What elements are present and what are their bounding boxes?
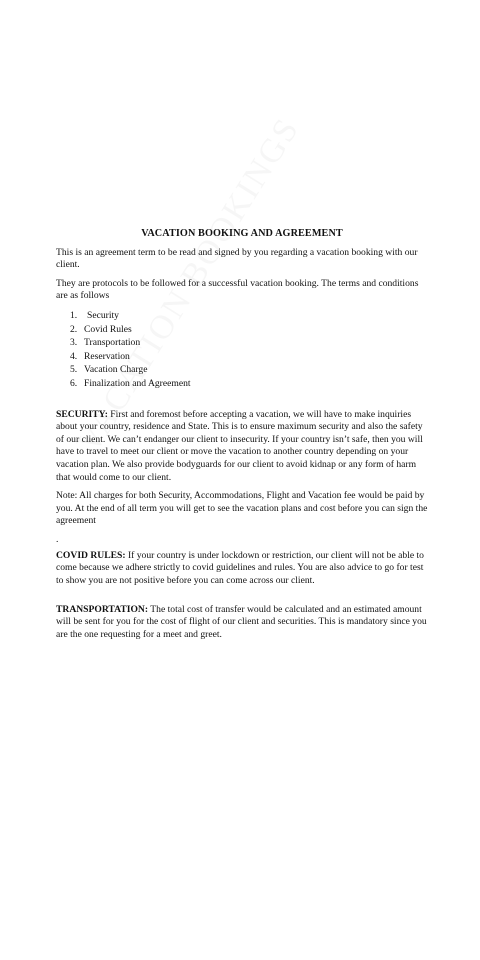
- terms-list: [56, 309, 428, 391]
- transportation-text: The total cost of transfer would be calculated and an estimated amount will be sent for you for the cost of flight of our client and securities. This is mandatory since you are the one requesting for a meet and greet.: [56, 603, 427, 640]
- stray-dot: .: [56, 533, 59, 545]
- intro-paragraph-1: This is an agreement term to be read and signed by you regarding a vacation booking with our client.: [56, 246, 418, 271]
- spacer: [56, 391, 428, 409]
- document-body: [56, 228, 428, 647]
- note-paragraph: Note: All charges for both Security, Accommodations, Flight and Vacation fee would be paid by you. At the end of all term you will get to see the vacation plans and cost before you can sign the agreement: [56, 490, 428, 527]
- covid-text: If your country is under lockdown or restriction, our client will not be able to come because we adhere strictly to covid guidelines and rules. You are also advice to go for test to show you are not positive before you can come across our client.: [56, 549, 424, 587]
- list-number: 3.: [70, 337, 78, 349]
- list-number: 1.: [70, 309, 78, 321]
- transportation-heading: TRANSPORTATION:: [56, 603, 149, 615]
- list-item: [56, 363, 428, 377]
- spacer: [56, 594, 428, 604]
- security-text: First and foremost before accepting a vacation, we will have to make inquiries about your country, residence and State. This is to ensure maximum security and also the safety of our client. We can’t endanger our client to insecurity. If your country isn’t safe, then you will have to travel to meet our client or move the vacation to another country depending on your vacation plan. We also provide bodyguards for our client to avoid kidnap or any form of harm that would come to our client.: [56, 408, 423, 483]
- list-item: [56, 377, 428, 391]
- list-item-label: Covid Rules: [84, 323, 132, 335]
- security-heading: SECURITY:: [56, 408, 108, 420]
- list-number: 6.: [70, 377, 78, 389]
- covid-paragraph: [56, 550, 428, 588]
- list-item: [56, 323, 428, 337]
- transportation-paragraph: [56, 604, 428, 642]
- list-item-label: Transportation: [84, 337, 141, 349]
- intro-paragraph-2: They are protocols to be followed for a successful vacation booking. The terms and conditions are as follows: [56, 277, 419, 302]
- list-number: 4.: [70, 350, 78, 362]
- list-item: [56, 309, 428, 323]
- covid-heading: COVID RULES:: [56, 549, 126, 561]
- list-number: 2.: [70, 323, 78, 335]
- security-paragraph: [56, 409, 428, 485]
- list-item-label: Reservation: [84, 350, 130, 362]
- list-item: [56, 350, 428, 364]
- list-item: [56, 336, 428, 350]
- list-item-label: Vacation Charge: [84, 364, 148, 376]
- list-number: 5.: [70, 364, 78, 376]
- list-item-label: Security: [87, 309, 119, 321]
- document-title: VACATION BOOKING AND AGREEMENT: [141, 228, 343, 239]
- list-item-label: Finalization and Agreement: [84, 377, 191, 389]
